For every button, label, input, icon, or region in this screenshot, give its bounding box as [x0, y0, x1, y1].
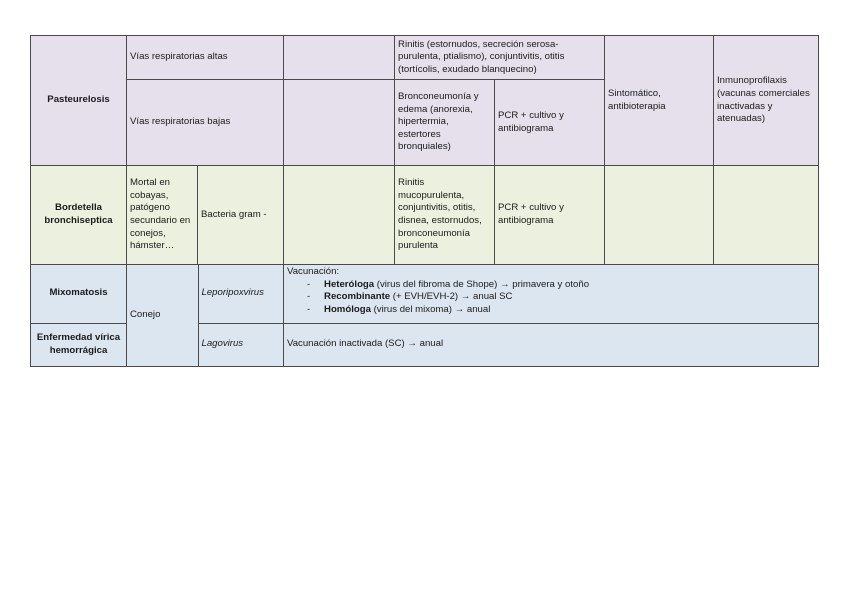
vaccine-type: Heteróloga — [324, 278, 375, 290]
host-rabbit: Conejo — [127, 265, 198, 366]
vaccination-mixomatosis — [284, 265, 819, 324]
vaccination-title: Vacunación: — [287, 266, 340, 277]
host-bordetella: Mortal en cobayas, patógeno secundario en conejos, hámster… — [127, 166, 198, 265]
vaccine-list — [287, 279, 815, 317]
list-item — [307, 304, 815, 317]
disease-table — [30, 35, 819, 367]
empty-cell — [284, 166, 395, 265]
disease-name-evh: Enfermedad vírica hemorrágica — [31, 323, 127, 366]
diagnosis-bordetella: PCR + cultivo y antibiograma — [495, 166, 605, 265]
signs-lower-respiratory: Bronconeumonía y edema (anorexia, hipertermia, estertores bronquiales) — [395, 80, 495, 166]
prevention-pasteurelosis: Inmunoprofilaxis (vacunas comerciales inactivadas y atenuadas) — [714, 36, 819, 166]
agent-evh: Lagovirus — [201, 338, 244, 350]
empty-cell — [284, 36, 395, 80]
signs-upper-respiratory: Rinitis (estornudos, secreción serosa-purulenta, ptialismo), conjuntivitis, otitis (tortícolis, exudado blanquecino) — [395, 36, 605, 80]
vaccine-detail: (virus del mixoma) → anual — [370, 303, 491, 315]
empty-cell — [605, 166, 714, 265]
agent-mixomatosis: Leporipoxvirus — [198, 265, 284, 323]
prevention-evh: Vacunación inactivada (SC) → anual — [284, 323, 819, 366]
list-item — [307, 279, 815, 292]
disease-name-bordetella: Bordetella bronchiseptica — [31, 166, 127, 265]
treatment-pasteurelosis: Sintomático, antibioterapia — [605, 36, 714, 166]
site-upper-respiratory: Vías respiratorias altas — [127, 36, 284, 80]
host-rabbit-group — [127, 265, 284, 367]
diagnosis-lower-respiratory: PCR + cultivo y antibiograma — [495, 80, 605, 166]
vaccine-detail: (+ EVH/EVH-2) → anual SC — [390, 291, 513, 303]
empty-cell — [714, 166, 819, 265]
signs-bordetella: Rinitis mucopurulenta, conjuntivitis, otitis, disnea, estornudos, bronconeumonía purulenta — [395, 166, 495, 265]
vaccine-detail: (virus del fibroma de Shope) → primavera y otoño — [374, 278, 590, 290]
vaccine-type: Recombinante — [324, 291, 391, 303]
vaccine-type: Homóloga — [324, 303, 371, 315]
empty-cell — [284, 80, 395, 166]
agent-bordetella: Bacteria gram - — [198, 166, 284, 265]
site-lower-respiratory: Vías respiratorias bajas — [127, 80, 284, 166]
list-item — [307, 291, 815, 304]
disease-name-pasteurelosis: Pasteurelosis — [31, 36, 127, 166]
disease-name-mixomatosis: Mixomatosis — [31, 265, 127, 324]
